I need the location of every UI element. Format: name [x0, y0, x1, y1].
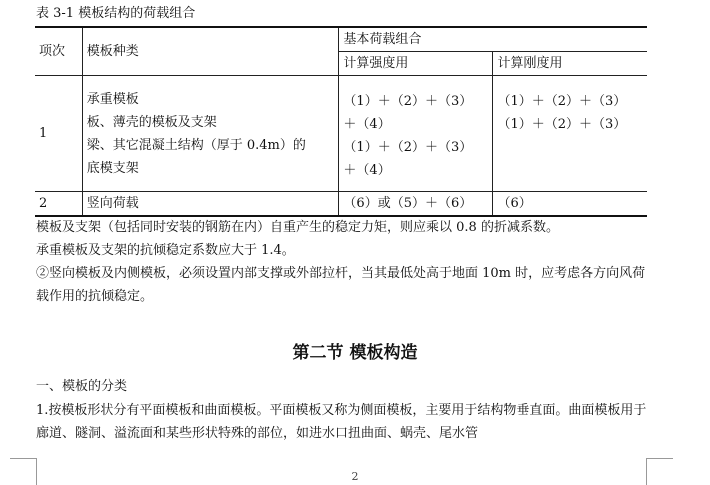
page-number: 2 [351, 470, 359, 483]
paragraph: ②竖向模板及内侧模板，必须设置内部支撑或外部拉杆，当其最低处高于地面 10m 时，应考虑各方向风荷载作用的抗倾稳定。 [36, 266, 646, 304]
subheading: 一、模板的分类 [36, 379, 128, 394]
table-header-row [35, 27, 647, 52]
row-formwork-type: 竖向荷载 [82, 192, 339, 217]
type-line: 板、薄壳的模板及支架 [86, 114, 217, 130]
row-strength [339, 76, 493, 192]
stiffness-line: （1）＋（2）＋（3） [497, 117, 627, 132]
header-basic-load-combination: 基本荷载组合 [339, 27, 647, 52]
header-stiffness: 计算刚度用 [493, 52, 647, 76]
paragraph: 1.按模板形状分有平面模板和曲面模板。平面模板又称为侧面模板，主要用于结构物垂直面。曲面模板用于廊道、隧洞、溢流面和某些形状特殊的部位，如进水口扭曲面、蜗壳、尾水管 [36, 403, 647, 441]
section-title: 第二节 模板构造 [292, 343, 418, 363]
table-row [35, 76, 647, 192]
strength-line: ＋（4） [343, 117, 391, 132]
row-strength: （6）或（5）＋（6） [339, 192, 493, 217]
header-strength: 计算强度用 [339, 52, 493, 76]
load-combination-table [35, 26, 647, 217]
type-line: 底模支架 [86, 160, 139, 176]
header-formwork-type: 模板种类 [82, 27, 339, 76]
paragraph: 模板及支架（包括同时安装的钢筋在内）自重产生的稳定力矩，则应乘以 0.8 的折减系数。 [36, 220, 559, 235]
type-line: 承重模板 [86, 91, 139, 107]
strength-line: （1）＋（2）＋（3） [343, 140, 473, 155]
strength-line: （1）＋（2）＋（3） [343, 94, 473, 109]
row-index: 1 [35, 76, 82, 192]
row-stiffness [493, 76, 647, 192]
row-formwork-type [82, 76, 339, 192]
paragraph: 承重模板及支架的抗倾稳定系数应大于 1.4。 [36, 243, 295, 258]
stiffness-line: （1）＋（2）＋（3） [497, 94, 627, 109]
table-caption: 表 3-1 模板结构的荷载组合 [36, 6, 196, 21]
table-row [35, 192, 647, 217]
header-index: 项次 [35, 27, 82, 76]
type-line: 梁、其它混凝土结构（厚于 0.4m）的 [86, 137, 306, 153]
row-index: 2 [35, 192, 82, 217]
row-stiffness: （6） [493, 192, 647, 217]
strength-line: ＋（4） [343, 163, 391, 178]
